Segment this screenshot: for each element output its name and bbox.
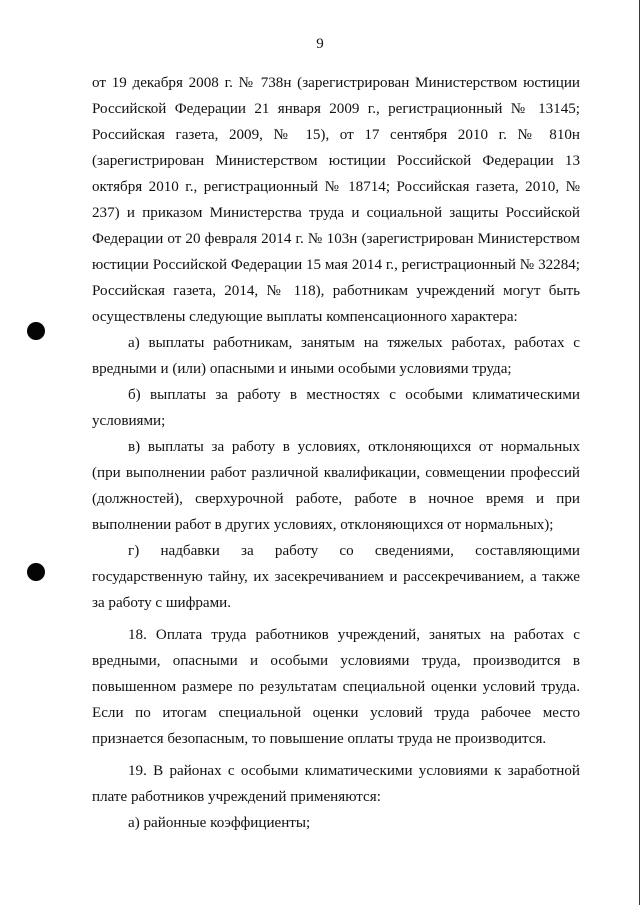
paragraph-continuation: от 19 декабря 2008 г. № 738н (зарегистрирован Министерством юстиции Российской Федерации 21 января 2009 г., регистрационный № 13145; Российская газета, 2009, № 15), от 17 сентября 2010 г. № 810н (зарегистрирован Министерством юстиции Российской Федерации 13 октября 2010 г., регистрационный № 18714; Российская газета, 2010, № 237) и приказом Министерства труда и социальной защиты Российской Федерации от 20 февраля 2014 г. № 103н (зарегистрирован Министерством юстиции Российской Федерации 15 мая 2014 г., регистрационный № 32284; Российская газета, 2014, № 118), работникам учреждений могут быть осуществлены следующие выплаты компенсационного характера: — [92, 75, 580, 325]
paragraph-item-v: в) выплаты за работу в условиях, отклоняющихся от нормальных (при выполнении работ различной квалификации, совмещении профессий (должностей), сверхурочной работе, работе в ночное время и при выполнении работ в других условиях, отклоняющихся от нормальных); — [92, 439, 580, 533]
paragraph-item-a: а) выплаты работникам, занятым на тяжелых работах, работах с вредными и (или) опасными и иными особыми условиями труда; — [92, 335, 580, 377]
paragraph-item-g: г) надбавки за работу со сведениями, составляющими государственную тайну, их засекречиванием и рассекречиванием, а также за работу с шифрами. — [92, 543, 580, 611]
paragraph-18: 18. Оплата труда работников учреждений, занятых на работах с вредными, опасными и особыми условиями труда, производится в повышенном размере по результатам специальной оценки условий труда. Если по итогам специальной оценки условий труда рабочее место признается безопасным, то повышение оплаты труда не производится. — [92, 627, 580, 747]
punch-hole-mark — [27, 322, 45, 340]
paragraph-19: 19. В районах с особыми климатическими условиями к заработной плате работников учреждений применяются: — [92, 763, 580, 805]
document-body — [92, 70, 580, 836]
paragraph-19-item-a: а) районные коэффициенты; — [128, 815, 311, 831]
page-number: 9 — [316, 36, 324, 52]
paragraph-item-b: б) выплаты за работу в местностях с особыми климатическими условиями; — [92, 387, 580, 429]
punch-hole-mark — [27, 563, 45, 581]
